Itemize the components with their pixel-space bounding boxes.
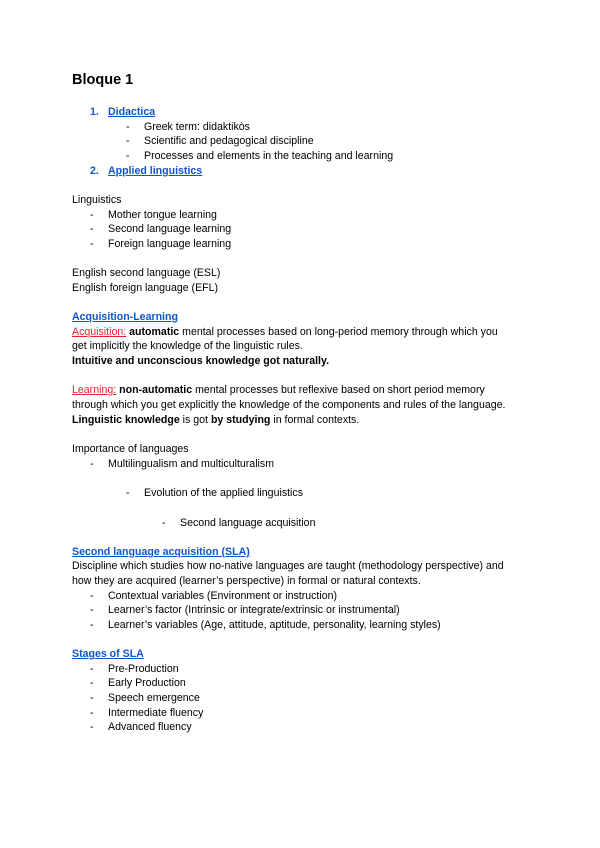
stages-heading[interactable]: Stages of SLA bbox=[72, 648, 144, 660]
list-item: Second language acquisition bbox=[180, 517, 316, 529]
dash-bullet: - bbox=[126, 135, 130, 147]
dash-bullet: - bbox=[90, 721, 94, 733]
bold-text: Linguistic knowledge bbox=[72, 414, 180, 426]
efl-line: English foreign language (EFL) bbox=[72, 282, 219, 294]
dash-bullet: - bbox=[90, 209, 94, 221]
paragraph-text: get implicitly the knowledge of the linguistic rules. bbox=[72, 340, 303, 352]
paragraph-text: in formal contexts. bbox=[270, 414, 360, 426]
list-number: 2. bbox=[90, 165, 99, 177]
paragraph-text-bold: Intuitive and unconscious knowledge got naturally. bbox=[72, 355, 330, 367]
importance-heading: Importance of languages bbox=[72, 443, 189, 455]
dash-bullet: - bbox=[162, 517, 166, 529]
paragraph-text: Discipline which studies how no-native languages are taught (methodology perspective) and bbox=[72, 560, 504, 572]
list-number: 1. bbox=[90, 106, 99, 118]
acquisition-learning-heading[interactable]: Acquisition-Learning bbox=[72, 311, 178, 323]
dash-bullet: - bbox=[126, 487, 130, 499]
list-item: Mother tongue learning bbox=[108, 209, 217, 221]
dash-bullet: - bbox=[90, 663, 94, 675]
list-item: Intermediate fluency bbox=[108, 707, 204, 719]
page-title: Bloque 1 bbox=[72, 72, 134, 88]
list-item: Learner’s factor (Intrinsic or integrate/extrinsic or instrumental) bbox=[108, 604, 400, 616]
acquisition-term: Acquisition: bbox=[72, 326, 127, 338]
dash-bullet: - bbox=[90, 677, 94, 689]
sla-heading[interactable]: Second language acquisition (SLA) bbox=[72, 546, 250, 558]
dash-bullet: - bbox=[90, 619, 94, 631]
list-item: Contextual variables (Environment or instruction) bbox=[108, 590, 338, 602]
learning-paragraph-line bbox=[72, 383, 485, 397]
dash-bullet: - bbox=[90, 604, 94, 616]
applied-linguistics-link[interactable]: Applied linguistics bbox=[108, 165, 203, 177]
acquisition-paragraph-line bbox=[72, 325, 498, 339]
bold-text: automatic bbox=[129, 326, 180, 338]
paragraph-text: through which you get explicitly the knowledge of the components and rules of the language. bbox=[72, 399, 506, 411]
list-item: Early Production bbox=[108, 677, 186, 689]
paragraph-text: how they are acquired (learner’s perspective) in formal or natural contexts. bbox=[72, 575, 421, 587]
list-item: Evolution of the applied linguistics bbox=[144, 487, 304, 499]
didactica-link[interactable]: Didactica bbox=[108, 106, 156, 118]
dash-bullet: - bbox=[126, 121, 130, 133]
list-item: Second language learning bbox=[108, 223, 232, 235]
dash-bullet: - bbox=[90, 590, 94, 602]
list-item: Foreign language learning bbox=[108, 238, 232, 250]
paragraph-text: mental processes but reflexive based on short period memory bbox=[192, 384, 485, 396]
dash-bullet: - bbox=[90, 238, 94, 250]
linguistics-heading: Linguistics bbox=[72, 194, 122, 206]
paragraph-text: is got bbox=[179, 414, 211, 426]
list-item: Advanced fluency bbox=[108, 721, 192, 733]
dash-bullet: - bbox=[126, 150, 130, 162]
list-item: Pre-Production bbox=[108, 663, 179, 675]
list-item: Scientific and pedagogical discipline bbox=[144, 135, 314, 147]
dash-bullet: - bbox=[90, 458, 94, 470]
dash-bullet: - bbox=[90, 223, 94, 235]
learning-term: Learning: bbox=[72, 384, 117, 396]
dash-bullet: - bbox=[90, 692, 94, 704]
list-item: Multilingualism and multiculturalism bbox=[108, 458, 275, 470]
list-item: Processes and elements in the teaching and learning bbox=[144, 150, 394, 162]
list-item: Learner’s variables (Age, attitude, aptitude, personality, learning styles) bbox=[108, 619, 441, 631]
list-item: Greek term: didaktikòs bbox=[144, 121, 250, 133]
list-item: Speech emergence bbox=[108, 692, 200, 704]
bold-text: by studying bbox=[210, 414, 271, 426]
bold-text: non-automatic bbox=[119, 384, 193, 396]
esl-line: English second language (ESL) bbox=[72, 267, 221, 279]
paragraph-text: mental processes based on long-period memory through which you bbox=[179, 326, 498, 338]
dash-bullet: - bbox=[90, 707, 94, 719]
paragraph-text bbox=[72, 413, 359, 427]
